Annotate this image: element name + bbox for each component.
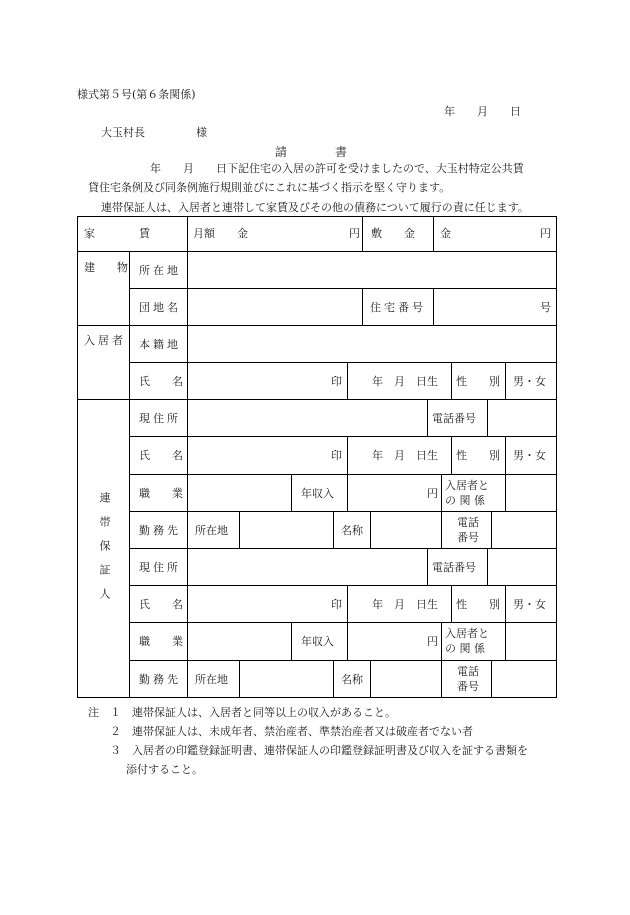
guarantor2-phone-label: 電話番号 — [432, 561, 476, 574]
guarantor2-seal: 印 — [331, 598, 342, 611]
guarantor2-sex-label: 性 別 — [456, 598, 500, 611]
guarantor1-relation-1: 入居者と — [445, 479, 489, 492]
guarantor1-income-yen: 円 — [427, 487, 438, 500]
body-line-1: 年 月 日下記住宅の入居の許可を受けましたので、大玉村特定公共賃 — [150, 162, 524, 175]
guarantor2-wp-phone-2: 番号 — [457, 680, 479, 693]
guarantor1-occupation-label: 職 業 — [139, 487, 183, 500]
resident-label: 入居者 — [84, 334, 126, 347]
guarantor2-relation-1: 入居者と — [445, 627, 489, 640]
note-2: ２ 連帯保証人は、未成年者、禁治産者、準禁治産者又は破産者でない者 — [110, 725, 473, 738]
guarantor1-sex-options: 男・女 — [513, 449, 546, 462]
rent-yen: 円 — [349, 227, 360, 240]
notes — [88, 703, 528, 779]
guarantor2-wp-name: 名称 — [341, 673, 363, 686]
complex-name-label: 団地名 — [139, 301, 181, 314]
unit-number-label: 住宅番号 — [370, 301, 426, 314]
resident-name-label: 氏 名 — [139, 375, 183, 388]
guarantor1-wp-phone-1: 電話 — [457, 516, 479, 529]
rent-label: 家 賃 — [84, 227, 150, 240]
guarantor1-name-label: 氏 名 — [139, 449, 183, 462]
guarantor2-address-label: 現住所 — [139, 561, 181, 574]
guarantor2-workplace-label: 勤務先 — [139, 673, 181, 686]
guarantor1-phone-label: 電話番号 — [432, 412, 476, 425]
form-table — [77, 216, 557, 698]
resident-seal: 印 — [331, 375, 342, 388]
addressee-honorific: 様 — [196, 126, 207, 139]
deposit-label: 敷 金 — [371, 227, 415, 240]
note-3-cont: 添付すること。 — [126, 763, 203, 776]
guarantor2-wp-phone-1: 電話 — [457, 665, 479, 678]
guarantor1-income-label: 年収入 — [301, 487, 334, 500]
guarantor1-wp-phone-2: 番号 — [457, 531, 479, 544]
guarantor2-wp-address: 所在地 — [195, 673, 228, 686]
guarantor-label: 連帯保証人 — [98, 492, 111, 612]
deposit-yen: 円 — [540, 227, 551, 240]
guarantor1-wp-name: 名称 — [341, 524, 363, 537]
guarantor1-sex-label: 性 別 — [456, 449, 500, 462]
resident-birth: 年 月 日生 — [372, 375, 438, 388]
guarantor1-seal: 印 — [331, 449, 342, 462]
deposit-kin: 金 — [440, 227, 451, 240]
resident-sex-label: 性 別 — [456, 375, 500, 388]
form-number: 様式第５号(第６条関係) — [77, 88, 196, 101]
guarantor2-sex-options: 男・女 — [513, 598, 546, 611]
body-line-2: 貸住宅条例及び同条例施行規則並びにこれに基づく指示を堅く守ります。 — [88, 181, 451, 194]
date-line: 年 月 日 — [444, 105, 521, 118]
guarantor2-name-label: 氏 名 — [139, 598, 183, 611]
guarantor1-wp-address: 所在地 — [195, 524, 228, 537]
honseki-label: 本籍地 — [139, 338, 181, 351]
building-address-label: 所在地 — [139, 264, 181, 277]
document-title: 請 書 — [275, 145, 348, 159]
addressee: 大玉村長 — [101, 126, 145, 139]
guarantor1-workplace-label: 勤務先 — [139, 524, 181, 537]
building-label: 建 物 — [84, 261, 128, 274]
unit-suffix: 号 — [540, 301, 551, 314]
guarantor2-occupation-label: 職 業 — [139, 635, 183, 648]
body-line-3: 連帯保証人は、入居者と連帯して家賃及びその他の債務について履行の責に任じます。 — [101, 201, 529, 214]
note-3: ３ 入居者の印鑑登録証明書、連帯保証人の印鑑登録証明書及び収入を証する書類を — [110, 744, 528, 757]
guarantor1-address-label: 現住所 — [139, 412, 181, 425]
monthly-amount-label: 月額 金 — [193, 227, 248, 240]
guarantor1-relation-2: の 関 係 — [445, 494, 485, 507]
guarantor2-relation-2: の 関 係 — [445, 642, 485, 655]
guarantor2-income-yen: 円 — [427, 635, 438, 648]
guarantor2-birth: 年 月 日生 — [372, 598, 438, 611]
note-1: 注 １ 連帯保証人は、入居者と同等以上の収入があること。 — [88, 706, 396, 719]
guarantor2-income-label: 年収入 — [301, 635, 334, 648]
guarantor1-birth: 年 月 日生 — [372, 449, 438, 462]
resident-sex-options: 男・女 — [513, 375, 546, 388]
